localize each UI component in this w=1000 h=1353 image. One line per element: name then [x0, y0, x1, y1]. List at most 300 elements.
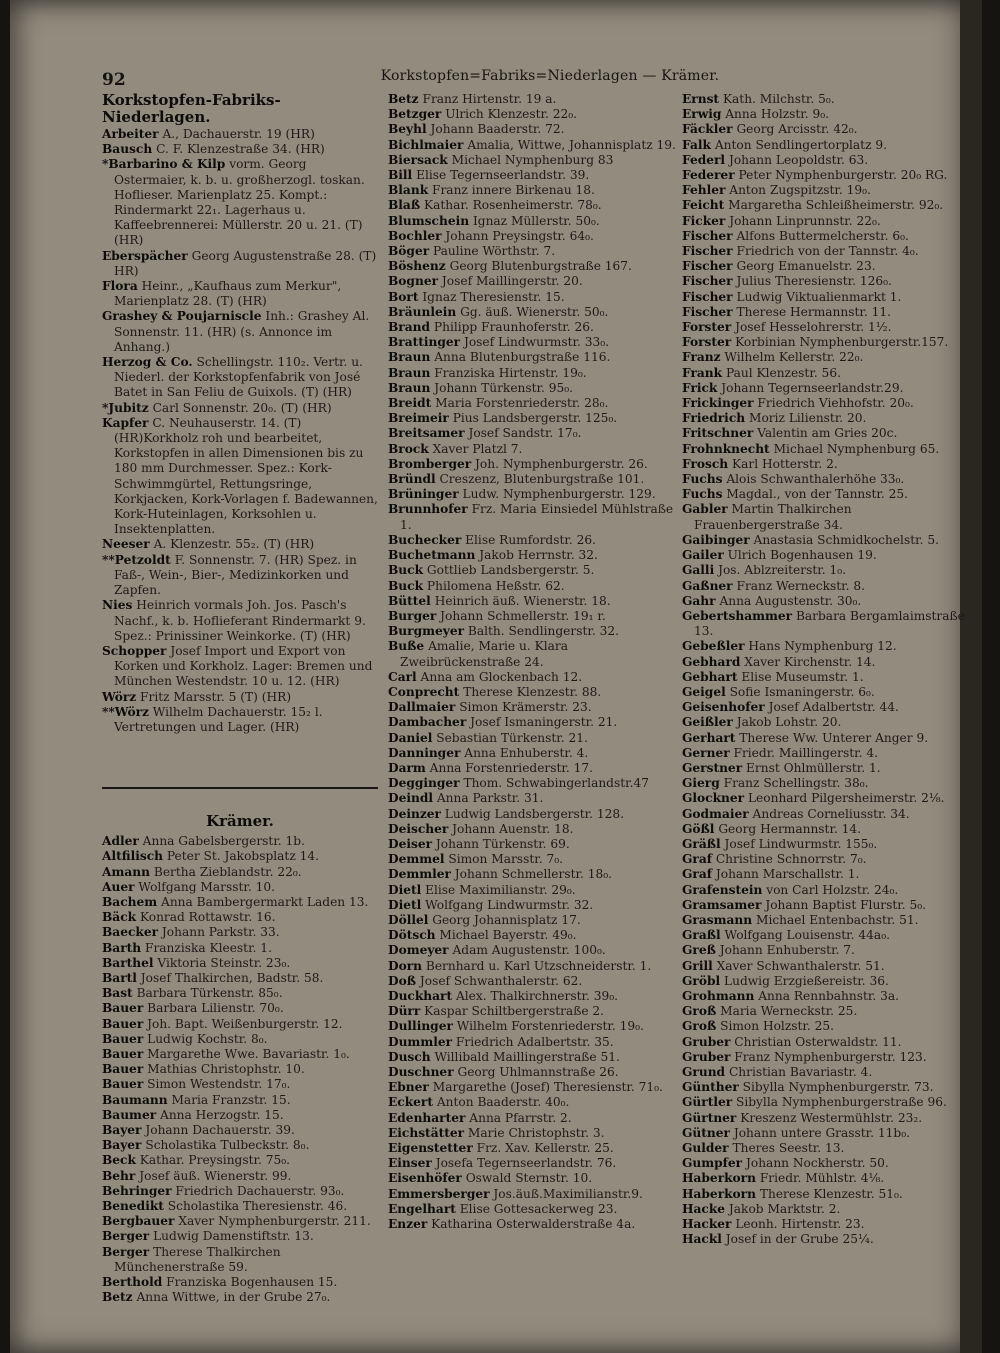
entry-surname: Döllel — [388, 912, 429, 927]
directory-entry — [102, 1032, 378, 1047]
entry-surname: Godmaier — [682, 806, 749, 821]
entry-surname: Bachem — [102, 894, 158, 909]
directory-entry — [682, 685, 972, 700]
directory-entry — [102, 309, 378, 355]
entry-details: Ludwig Landsbergerstr. 128. — [444, 806, 625, 821]
directory-entry — [388, 867, 676, 882]
entry-surname: Groß — [682, 1019, 717, 1034]
directory-entry — [388, 1156, 676, 1171]
entry-details: Bernhard u. Karl Utzschneiderstr. 1. — [425, 958, 652, 973]
directory-entry — [388, 807, 676, 822]
entry-surname: Berger — [102, 1229, 150, 1244]
entry-surname: Feicht — [682, 198, 725, 213]
entry-details: Kaspar Schiltbergerstraße 2. — [424, 1004, 605, 1019]
directory-entry — [682, 350, 972, 365]
entry-details: Creszenz, Blutenburgstraße 101. — [439, 472, 645, 487]
entry-surname: Doß — [388, 973, 416, 988]
directory-entry — [682, 214, 972, 229]
entry-details: Anna Forstenriederstr. 17. — [429, 760, 594, 775]
directory-entry — [682, 852, 972, 867]
directory-entry — [682, 1232, 972, 1247]
entry-surname: Brock — [388, 441, 429, 456]
directory-entry — [388, 1141, 676, 1156]
directory-entry — [388, 1019, 676, 1034]
entry-surname: Arbeiter — [102, 127, 159, 141]
entry-details: Amalie, Marie u. Klara Zweibrückenstraße 24. — [400, 639, 568, 669]
entry-details: Katharina Osterwalderstraße 4a. — [431, 1217, 636, 1232]
directory-entry — [682, 122, 972, 137]
entry-details: Friedr. Mühlstr. 4⅛. — [759, 1171, 885, 1186]
entry-surname: Bort — [388, 289, 419, 304]
directory-entry — [682, 655, 972, 670]
entry-surname: Auer — [102, 879, 135, 894]
entry-surname: Bauer — [102, 1031, 144, 1046]
entry-details: Anton Sendlingertorplatz 9. — [714, 137, 887, 152]
directory-entry — [102, 1077, 378, 1092]
entry-details: Christian Bavariastr. 4. — [728, 1065, 873, 1079]
entry-surname: Federer — [682, 168, 735, 183]
entry-details: Ernst Ohlmüllerstr. 1. — [746, 760, 881, 775]
entry-surname: Gabler — [682, 502, 728, 517]
directory-entry — [102, 1199, 378, 1214]
directory-entry — [388, 153, 676, 168]
entry-details: Johann Baptist Flurstr. 5₀. — [765, 897, 927, 912]
entry-surname: Kapfer — [102, 415, 149, 430]
entry-surname: Duckhart — [388, 988, 453, 1003]
directory-entry — [388, 274, 676, 289]
entry-surname: Barthel — [102, 955, 154, 970]
entry-details: Philipp Fraunhoferstr. 26. — [433, 320, 594, 335]
entry-surname: Gaibinger — [682, 532, 750, 547]
entry-details: Wilhelm Kellerstr. 22₀. — [724, 350, 864, 365]
entry-surname: Betzger — [388, 107, 442, 122]
directory-entry — [682, 1126, 972, 1141]
directory-entry — [102, 690, 378, 705]
entry-details: Anton Baaderstr. 40₀. — [436, 1095, 570, 1110]
entry-surname: Dietl — [388, 882, 422, 897]
entry-surname: Gruber — [682, 1049, 731, 1064]
directory-entry — [682, 1065, 972, 1080]
entry-surname: Bromberger — [388, 456, 472, 471]
entry-surname: Bauer — [102, 1001, 144, 1016]
entry-surname: Dummler — [388, 1034, 453, 1049]
directory-entry — [682, 198, 972, 213]
directory-entry — [682, 1156, 972, 1171]
entry-surname: Breimeir — [388, 411, 449, 426]
entry-details: Philomena Heßstr. 62. — [426, 578, 565, 593]
directory-entry — [682, 472, 972, 487]
entry-surname: Gräßl — [682, 836, 721, 851]
entry-surname: Deindl — [388, 791, 433, 806]
directory-entry — [682, 1217, 972, 1232]
entry-details: Christine Schnorrstr. 7₀. — [715, 852, 867, 867]
directory-entry — [682, 442, 972, 457]
entry-details: Elise Tegernseerlandstr. 39. — [416, 168, 590, 183]
entry-surname: Berger — [102, 1244, 150, 1259]
entry-surname: Breitsamer — [388, 426, 465, 441]
entry-surname: Betz — [388, 92, 419, 106]
entry-surname: Blumschein — [388, 213, 470, 228]
entry-surname: Domeyer — [388, 943, 449, 958]
directory-entry — [102, 644, 378, 690]
directory-entry — [388, 122, 676, 137]
directory-entry — [102, 249, 378, 279]
directory-entry — [388, 700, 676, 715]
entry-surname: Eberspächer — [102, 248, 188, 263]
entry-details: Therese Thalkirchen Münchenerstraße 59. — [114, 1244, 281, 1274]
entry-details: Maria Franzstr. 15. — [171, 1092, 291, 1107]
entry-surname: Gerstner — [682, 760, 743, 775]
entry-details: Josef in der Grube 25¼. — [725, 1232, 874, 1247]
directory-entry — [388, 1126, 676, 1141]
directory-entry — [682, 305, 972, 320]
entry-surname: Gebeßler — [682, 639, 745, 654]
entry-details: Anna Pfarrstr. 2. — [469, 1110, 572, 1125]
entry-surname: Hackl — [682, 1232, 722, 1247]
directory-entry — [682, 396, 972, 411]
directory-entry — [102, 1290, 378, 1305]
entry-surname: Frosch — [682, 456, 729, 471]
directory-entry — [388, 411, 676, 426]
directory-entry — [388, 442, 676, 457]
directory-entry — [682, 548, 972, 563]
directory-entry — [682, 898, 972, 913]
entry-surname: Ficker — [682, 213, 726, 228]
entry-details: Friedr. Maillingerstr. 4. — [733, 745, 878, 760]
directory-entry — [682, 639, 972, 654]
entry-surname: Blaß — [388, 198, 421, 213]
entry-surname: Grashey & Poujarniscle — [102, 309, 262, 324]
directory-entry — [102, 1093, 378, 1108]
entry-details: Frz. Xav. Kellerstr. 25. — [476, 1141, 614, 1156]
entry-surname: Gebertshammer — [682, 608, 793, 623]
entry-surname: Eigenstetter — [388, 1141, 473, 1156]
directory-entry — [102, 910, 378, 925]
entry-details: Wolfgang Louisenstr. 44a₀. — [724, 928, 890, 943]
directory-entry — [388, 791, 676, 806]
entry-details: Johann Marschallstr. 1. — [715, 867, 860, 882]
running-head: Korkstopfen=Fabriks=Niederlagen — Krämer. — [380, 68, 720, 84]
entry-surname: Frohnknecht — [682, 441, 770, 456]
entry-details: Ludwig Erzgießereistr. 36. — [724, 973, 889, 988]
entry-surname: Bast — [102, 986, 133, 1001]
entry-surname: Gerner — [682, 745, 730, 760]
entry-surname: Frick — [682, 380, 718, 395]
entry-details: Pius Landsbergerstr. 125₀. — [452, 411, 618, 426]
directory-entry — [102, 1138, 378, 1153]
entry-details: Johann Leopoldstr. 63. — [728, 152, 869, 167]
entry-surname: Bräunlein — [388, 304, 457, 319]
directory-entry — [682, 1187, 972, 1202]
directory-entry — [388, 381, 676, 396]
directory-entry — [388, 502, 676, 532]
entry-details: Alfons Buttermelcherstr. 6₀. — [736, 228, 909, 243]
directory-entry — [682, 381, 972, 396]
entry-details: Xaver Schwanthalerstr. 51. — [716, 958, 885, 973]
directory-entry — [682, 1141, 972, 1156]
directory-entry — [682, 138, 972, 153]
directory-entry — [388, 533, 676, 548]
directory-entry — [682, 107, 972, 122]
directory-entry — [682, 259, 972, 274]
entry-surname: Frank — [682, 365, 723, 380]
entry-details: Josef Lindwurmstr. 33₀. — [463, 335, 609, 350]
directory-entry — [388, 974, 676, 989]
directory-entry — [388, 822, 676, 837]
entry-details: Elise Gottesackerweg 23. — [459, 1201, 618, 1216]
entry-details: Jos. Ablzreiterstr. 1₀. — [718, 563, 846, 578]
entry-surname: Buße — [388, 639, 425, 654]
entry-surname: Gütner — [682, 1125, 730, 1140]
entry-details: Julius Theresienstr. 126₀. — [736, 274, 892, 289]
entry-surname: Beyhl — [388, 122, 427, 137]
entry-details: Moriz Lilienstr. 20. — [748, 411, 867, 426]
section-divider — [102, 787, 378, 789]
entry-details: Kathar. Preysingstr. 75₀. — [139, 1153, 290, 1168]
directory-entry — [682, 1202, 972, 1217]
entry-details: Josef Maillingerstr. 20. — [441, 274, 583, 289]
entry-surname: Fehler — [682, 183, 726, 198]
entry-details: Johann Preysingstr. 64₀. — [445, 228, 594, 243]
directory-entry — [388, 259, 676, 274]
entry-details: Ulrich Bogenhausen 19. — [727, 548, 877, 563]
entry-surname: Brattinger — [388, 335, 461, 350]
directory-entry — [682, 928, 972, 943]
directory-entry — [388, 776, 676, 791]
entry-details: Johann Parkstr. 33. — [161, 925, 280, 940]
entry-details: Scholastika Tulbeckstr. 8₀. — [145, 1138, 310, 1153]
entry-surname: Grasmann — [682, 912, 753, 927]
directory-entry — [388, 229, 676, 244]
entry-details: Maria Forstenriederstr. 28₀. — [435, 396, 609, 411]
section-title-kraemer: Krämer. — [206, 812, 274, 831]
entry-surname: Haberkorn — [682, 1186, 756, 1201]
entry-surname: Conprecht — [388, 684, 460, 699]
entry-details: Georg Hermannstr. 14. — [718, 821, 862, 836]
entry-details: Sebastian Türkenstr. 21. — [436, 730, 588, 745]
entry-details: Willibald Maillingerstraße 51. — [434, 1049, 620, 1064]
directory-entry — [388, 487, 676, 502]
entry-surname: Buchetmann — [388, 548, 476, 563]
entry-surname: Gumpfer — [682, 1156, 743, 1171]
entry-surname: Buck — [388, 563, 424, 578]
directory-entry — [388, 1004, 676, 1019]
directory-entry — [102, 553, 378, 599]
entry-surname: Benedikt — [102, 1199, 164, 1213]
entry-details: Anna Holzstr. 9₀. — [725, 107, 830, 122]
directory-entry — [682, 1050, 972, 1065]
directory-entry — [388, 183, 676, 198]
entry-details: Peter St. Jakobsplatz 14. — [166, 849, 320, 864]
entry-details: Anna Bambergermarkt Laden 13. — [161, 894, 369, 909]
entry-surname: Bogner — [388, 274, 438, 289]
entry-surname: Betz — [102, 1290, 133, 1305]
column-2 — [388, 92, 676, 1232]
entry-surname: **Petzoldt — [102, 552, 171, 567]
entry-surname: Buchecker — [388, 532, 462, 547]
entry-surname: Nies — [102, 598, 133, 613]
entry-details: Josef Hesselohrerstr. 1½. — [735, 320, 892, 335]
directory-entry — [102, 1108, 378, 1123]
directory-entry — [102, 1245, 378, 1275]
entry-details: von Carl Holzstr. 24₀. — [766, 882, 899, 897]
entry-surname: Böshenz — [388, 259, 446, 274]
directory-entry — [682, 168, 972, 183]
entry-surname: Darm — [388, 760, 426, 775]
entry-details: Wolfgang Lindwurmstr. 32. — [425, 897, 594, 912]
directory-entry — [682, 883, 972, 898]
directory-entry — [682, 837, 972, 852]
entry-details: Margaretha Schleißheimerstr. 92₀. — [728, 198, 944, 213]
entry-details: Kath. Milchstr. 5₀. — [722, 92, 835, 106]
entry-surname: *Jubitz — [102, 400, 149, 415]
directory-entry — [388, 1111, 676, 1126]
entry-details: Sofie Ismaningerstr. 6₀. — [729, 684, 875, 699]
entry-details: Friedrich Adalbertstr. 35. — [455, 1034, 614, 1049]
directory-entry — [388, 168, 676, 183]
directory-entry — [682, 579, 972, 594]
entry-surname: Adler — [102, 834, 139, 849]
entry-details: Franziska Hirtenstr. 19₀. — [434, 365, 587, 380]
directory-entry — [102, 1047, 378, 1062]
entry-details: Ludwig Viktualienmarkt 1. — [736, 289, 902, 304]
directory-entry — [388, 1065, 676, 1080]
entry-surname: Gulder — [682, 1141, 729, 1156]
entry-details: Anastasia Schmidkochelstr. 5. — [753, 532, 939, 547]
directory-entry — [388, 350, 676, 365]
directory-entry — [102, 537, 378, 552]
section-entries-kraemer — [102, 834, 378, 1305]
entry-surname: Dorn — [388, 958, 422, 973]
directory-entry — [682, 807, 972, 822]
entry-surname: Eckert — [388, 1095, 433, 1110]
entry-details: Michael Nymphenburg 65. — [773, 441, 940, 456]
directory-entry — [388, 731, 676, 746]
entry-surname: Frickinger — [682, 396, 754, 411]
entry-surname: Carl — [388, 669, 417, 684]
directory-entry — [682, 731, 972, 746]
entry-surname: Amann — [102, 864, 150, 879]
directory-entry — [682, 715, 972, 730]
entry-surname: Burgmeyer — [388, 624, 465, 639]
entry-details: Korbinian Nymphenburgerstr.157. — [735, 335, 949, 350]
entry-surname: Gramsamer — [682, 897, 762, 912]
directory-entry — [102, 416, 378, 538]
directory-entry — [388, 335, 676, 350]
directory-entry — [388, 244, 676, 259]
entry-details: Johann Auenstr. 18. — [452, 821, 574, 836]
entry-surname: Beck — [102, 1153, 136, 1168]
entry-details: Elise Maximilianstr. 29₀. — [425, 882, 576, 897]
entry-details: Frz. Maria Einsiedel Mühlstraße 1. — [400, 502, 674, 532]
directory-entry — [682, 761, 972, 776]
directory-entry — [102, 279, 378, 309]
entry-surname: Gruber — [682, 1034, 731, 1049]
entry-surname: Hacke — [682, 1201, 726, 1216]
entry-surname: Flora — [102, 279, 138, 294]
entry-surname: Danninger — [388, 745, 461, 760]
entry-details: Anna Augustenstr. 30₀. — [719, 593, 862, 608]
entry-surname: Graßl — [682, 928, 721, 943]
entry-details: Johann Baaderstr. 72. — [430, 122, 565, 137]
entry-surname: Erwig — [682, 107, 722, 122]
entry-surname: Gebhart — [682, 669, 738, 684]
directory-entry — [102, 956, 378, 971]
column-1 — [102, 92, 378, 1305]
entry-details: Anna Parkstr. 31. — [436, 791, 544, 806]
entry-surname: Bausch — [102, 142, 153, 157]
directory-entry — [102, 1184, 378, 1199]
entry-details: Michael Entenbachstr. 51. — [755, 912, 919, 927]
directory-entry — [682, 229, 972, 244]
entry-details: Anna am Glockenbach 12. — [420, 669, 583, 684]
directory-entry — [682, 959, 972, 974]
directory-entry — [682, 153, 972, 168]
entry-details: Jakob Marktstr. 2. — [728, 1201, 841, 1216]
entry-surname: Geißler — [682, 715, 733, 730]
entry-details: Josef Schwanthalerstr. 62. — [419, 973, 583, 988]
entry-surname: Deischer — [388, 821, 449, 836]
entry-surname: Grund — [682, 1065, 726, 1079]
entry-surname: Bochler — [388, 228, 442, 243]
directory-entry — [388, 366, 676, 381]
entry-details: Viktoria Steinstr. 23₀. — [157, 955, 291, 970]
entry-surname: Franz — [682, 350, 721, 365]
entry-details: Anton Zugspitzstr. 19₀. — [729, 183, 871, 198]
directory-entry — [102, 895, 378, 910]
entry-surname: Burger — [388, 608, 437, 623]
directory-entry — [388, 1217, 676, 1232]
directory-entry — [682, 92, 972, 107]
directory-entry — [388, 943, 676, 958]
entry-details: Heinrich äuß. Wienerstr. 18. — [434, 593, 611, 608]
entry-details: Therese Ww. Unterer Anger 9. — [739, 730, 929, 745]
entry-surname: Fuchs — [682, 487, 723, 502]
entry-surname: Gerhart — [682, 730, 736, 745]
section-entries-korkstopfen — [102, 127, 378, 735]
entry-surname: Baumer — [102, 1107, 157, 1122]
directory-entry — [682, 776, 972, 791]
entry-surname: Hacker — [682, 1217, 732, 1232]
directory-entry — [102, 1153, 378, 1168]
entry-details: Wilhelm Dachauerstr. 15₂ l. Vertretungen und Lager. (HR) — [114, 704, 323, 734]
entry-surname: Baumann — [102, 1092, 168, 1107]
entry-surname: Ebner — [388, 1080, 429, 1095]
entry-surname: Bauer — [102, 1016, 144, 1031]
entry-surname: Behringer — [102, 1183, 172, 1198]
entry-details: Josefa Tegernseerlandstr. 76. — [435, 1156, 617, 1171]
entry-surname: Groß — [682, 1004, 717, 1019]
directory-entry — [388, 928, 676, 943]
entry-surname: Enzer — [388, 1217, 428, 1232]
entry-details: Michael Nymphenburg 83 — [451, 152, 614, 167]
entry-details: Georg Emanuelstr. 23. — [736, 259, 876, 274]
entry-surname: Duschner — [388, 1065, 454, 1079]
entry-surname: Brüninger — [388, 487, 459, 502]
entry-surname: Fischer — [682, 228, 733, 243]
entry-details: Georg Augustenstraße 28. (T) HR) — [114, 248, 377, 278]
directory-entry — [388, 563, 676, 578]
entry-surname: Gahr — [682, 593, 716, 608]
entry-details: Franz innere Birkenau 18. — [432, 183, 595, 198]
entry-surname: Gebhard — [682, 654, 741, 669]
entry-details: Johann Türkenstr. 69. — [435, 836, 570, 851]
directory-entry — [102, 127, 378, 142]
directory-entry — [102, 986, 378, 1001]
entry-details: Josef Import und Export von Korken und Korkholz. Lager: Bremen und München Westendstr. 10 u. 12. (HR) — [114, 643, 373, 689]
entry-details: Georg Johannisplatz 17. — [432, 912, 581, 927]
entry-surname: Engelhart — [388, 1201, 456, 1216]
